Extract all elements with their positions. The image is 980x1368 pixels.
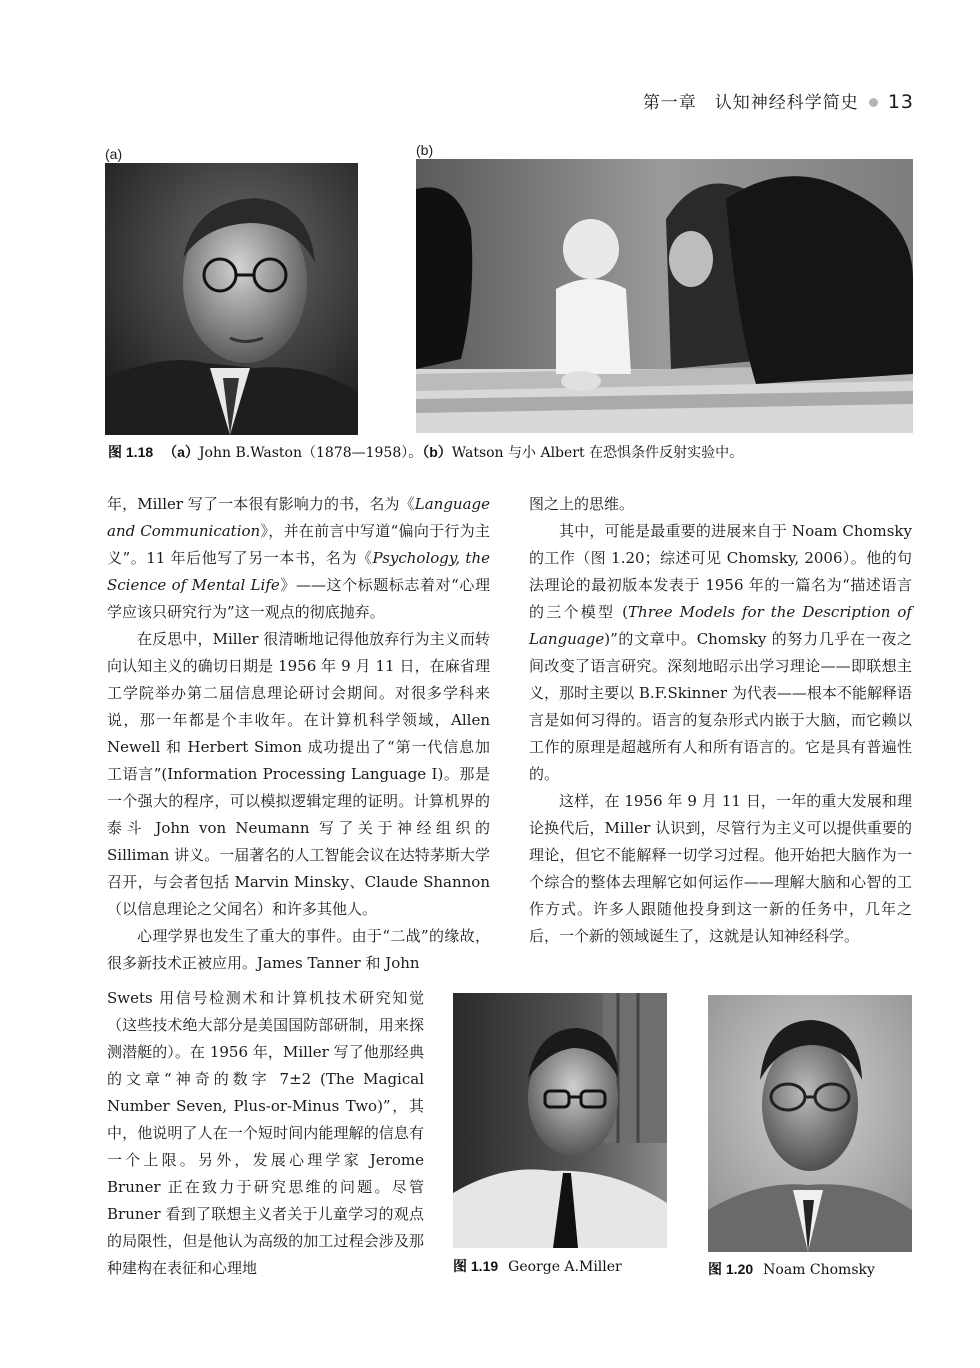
caption-text: George A.Miller — [508, 1259, 622, 1275]
text-run: 年，Miller 写了一本很有影响力的书，名为《 — [107, 495, 415, 513]
photo-watson-portrait — [105, 163, 358, 435]
left-column — [107, 491, 490, 977]
caption-text-a: John B.Waston（1878—1958）。 — [198, 445, 423, 461]
running-header — [643, 88, 914, 113]
right-column — [529, 491, 912, 950]
paragraph — [529, 518, 912, 788]
figure-number: 图 1.18 — [108, 444, 154, 460]
book-title: Psychology, the Science of Mental Life — [107, 549, 490, 594]
caption-marker-b: （b） — [422, 444, 452, 460]
separator-dot-icon — [869, 98, 878, 107]
paragraph: 图之上的思维。 — [529, 495, 635, 513]
figure-1-19-caption — [453, 1256, 622, 1276]
panel-label-b: (b) — [416, 142, 434, 158]
chapter-title: 第一章 认知神经科学简史 — [642, 93, 859, 113]
photo-watson-little-albert — [416, 159, 913, 433]
text-run: 》，并在前言中写道“偏向于行为主义”。11 年后他写了另一本书，名为《 — [107, 522, 490, 567]
figure-1-20-caption — [708, 1259, 875, 1279]
text-run: 》——这个标题标志着对“心理学应该只研究行为”这一观点的彻底抛弃。 — [107, 576, 491, 621]
text-run: 其中，可能是最重要的进展来自于 Noam Chomsky 的工作（图 1.20；综述可见 Chomsky, 2006）。他的句法理论的最初版本发表于 1956 年的一篇名为“描述语言的三个模型 ( — [529, 522, 912, 621]
paragraph — [107, 491, 490, 626]
paragraph: Swets 用信号检测术和计算机技术研究知觉（这些技术绝大部分是美国国防部研制，用来探测潜艇的）。在 1956 年，Miller 写了他那经典的文章“神奇的数字 7±2 (The Magical Number Seven, Plus-or-Minus Two)”，其中，他说明了人在一个短时间内能理解的信息有一个上限。另外，发展心理学家 Jerome Bruner 正在致力于研究思维的问题。尽管 Bruner 看到了联想主义者关于儿童学习的观点的局限性，但是他认为高级的加工过程会涉及那种建构在表征和心理地 — [107, 989, 424, 1277]
paragraph: 心理学界也发生了重大的事件。由于“二战”的缘故，很多新技术正被应用。James Tanner 和 John — [107, 927, 490, 972]
text-run: )”的文章中。Chomsky 的努力几乎在一夜之间改变了语言研究。深刻地昭示出学习理论——即联想主义，那时主要以 B.F.Skinner 为代表——根本不能解释语言是如何习得的。语言的复杂形式内嵌于大脑，而它赖以工作的原理是超越所有人和所有语言的。它是具有普遍性的。 — [529, 630, 912, 783]
page-number: 13 — [887, 91, 914, 113]
article-title: Three Models for the Description of Language — [529, 603, 912, 648]
photo-george-miller — [453, 993, 667, 1248]
book-title: Language and Communication — [107, 495, 490, 540]
paragraph: 这样，在 1956 年 9 月 11 日，一年的重大发展和理论换代后，Miller 认识到，尽管行为主义可以提供重要的理论，但它不能解释一切学习过程。他开始把大脑作为一个综合的整体去理解它如何运作——理解大脑和心智的工作方式。许多人跟随他投身到这一新的任务中，几年之后，一个新的领域诞生了，这就是认知神经科学。 — [529, 792, 912, 945]
caption-text-b: Watson 与小 Albert 在恐惧条件反射实验中。 — [451, 445, 744, 461]
figure-1-18-caption — [108, 442, 743, 462]
caption-marker-a: （a） — [163, 444, 199, 460]
caption-text: Noam Chomsky — [763, 1262, 875, 1278]
photo-noam-chomsky — [708, 995, 912, 1252]
figure-number: 图 1.19 — [453, 1258, 499, 1274]
figure-number: 图 1.20 — [708, 1261, 754, 1277]
left-column-narrow — [107, 985, 424, 1282]
paragraph: 在反思中，Miller 很清晰地记得他放弃行为主义而转向认知主义的确切日期是 1956 年 9 月 11 日，在麻省理工学院举办第二届信息理论研讨会期间。对很多学科来说，那一年都是个丰收年。在计算机科学领域，Allen Newell 和 Herbert Simon 成功提出了“第一代信息加工语言”(Information Processing Language I)。那是一个强大的程序，可以模拟逻辑定理的证明。计算机界的泰斗 John von Neumann 写了关于神经组织的 Silliman 讲义。一届著名的人工智能会议在达特茅斯大学召开，与会者包括 Marvin Minsky、Claude Shannon（以信息理论之父闻名）和许多其他人。 — [107, 630, 490, 918]
panel-label-a: (a) — [105, 146, 123, 162]
